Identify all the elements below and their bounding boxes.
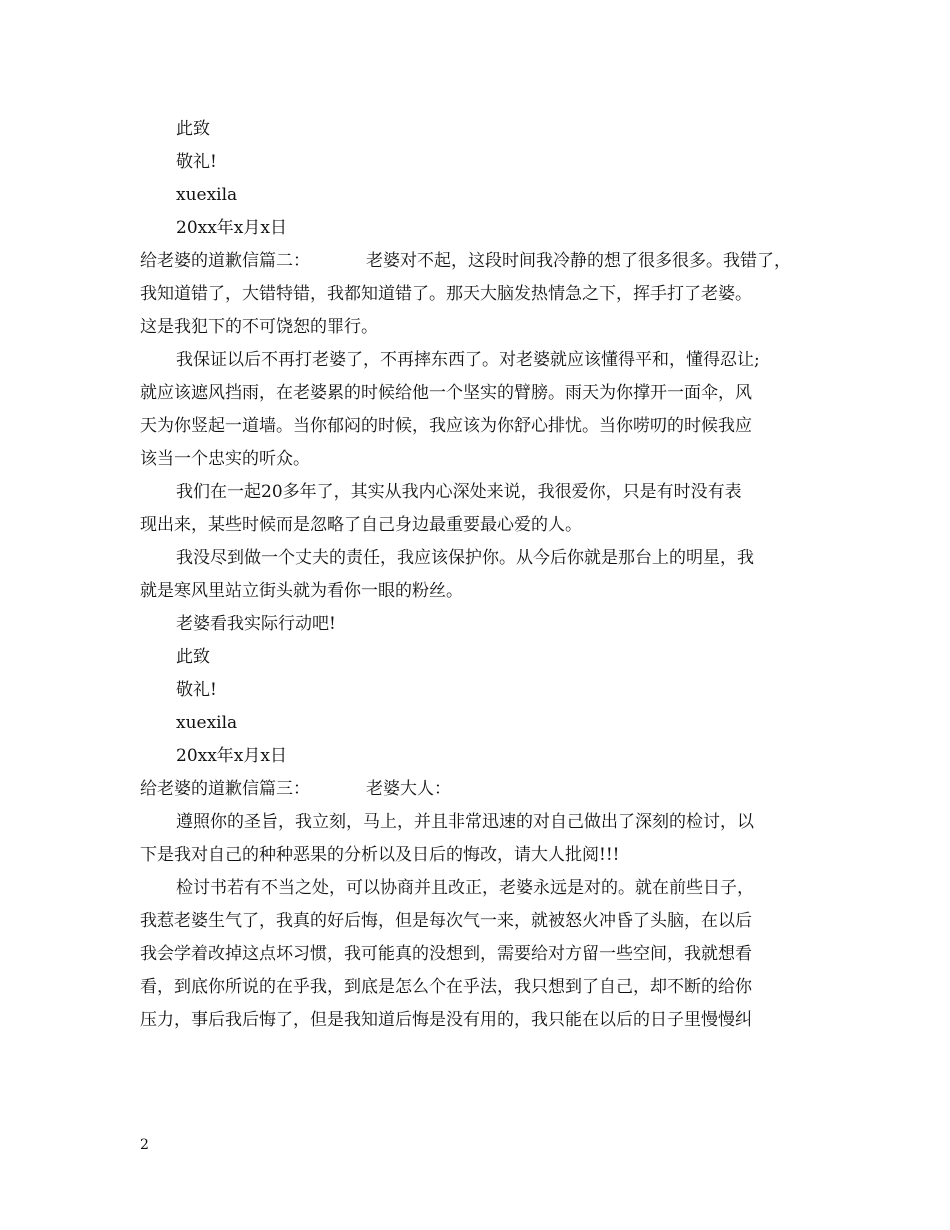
section-2-para-5: 老婆看我实际行动吧! — [176, 614, 336, 634]
section-2-signature: xuexila — [176, 713, 238, 733]
page-number: 2 — [140, 1137, 149, 1153]
closing-salute-1: 此致 — [176, 119, 210, 139]
closing-salute-2: 敬礼! — [176, 152, 217, 172]
section-2-para-4-line-2: 就是寒风里站立街头就为看你一眼的粉丝。 — [140, 581, 463, 601]
date-line: 20xx年x月x日 — [176, 218, 287, 238]
section-3-para-2-line-3: 我会学着改掉这点坏习惯，我可能真的没想到，需要给对方留一些空间，我就想看 — [140, 944, 752, 964]
section-3-para-2-line-2: 我惹老婆生气了，我真的好后悔，但是每次气一来，就被怒火冲昏了头脑，在以后 — [140, 911, 752, 931]
section-3-para-2-line-4: 看，到底你所说的在乎我，到底是怎么个在乎法，我只想到了自己，却不断的给你 — [140, 977, 752, 997]
section-3-para-2-line-5: 压力，事后我后悔了，但是我知道后悔是没有用的，我只能在以后的日子里慢慢纠 — [140, 1010, 752, 1030]
section-2-closing-salute-2: 敬礼! — [176, 680, 217, 700]
section-2-para-4-line-1: 我没尽到做一个丈夫的责任，我应该保护你。从今后你就是那台上的明星，我 — [176, 548, 754, 568]
document-body — [140, 113, 820, 1037]
section-3-para-1-line-2: 下是我对自己的种种恶果的分析以及日后的悔改，请大人批阅!!! — [140, 845, 620, 865]
section-2-closing-salute-1: 此致 — [176, 647, 210, 667]
signature: xuexila — [176, 185, 238, 205]
section-2-para-1-line-3: 这是我犯下的不可饶恕的罪行。 — [140, 317, 378, 337]
section-2-para-2-line-3: 天为你竖起一道墙。当你郁闷的时候，我应该为你舒心排忧。当你唠叨的时候我应 — [140, 416, 752, 436]
section-2-para-2-line-2: 就应该遮风挡雨，在老婆累的时候给他一个坚实的臂膀。雨天为你撑开一面伞，风 — [140, 383, 752, 403]
section-2-para-1-line-1: 老婆对不起，这段时间我冷静的想了很多很多。我错了， — [366, 251, 791, 271]
section-2-para-1-line-2: 我知道错了，大错特错，我都知道错了。那天大脑发热情急之下，挥手打了老婆。 — [140, 284, 752, 304]
section-3-title: 给老婆的道歉信篇三： — [140, 779, 310, 799]
section-2-para-2-line-4: 该当一个忠实的听众。 — [140, 449, 310, 469]
section-3-salutation: 老婆大人： — [366, 779, 451, 799]
section-2-para-3-line-2: 现出来，某些时候而是忽略了自己身边最重要最心爱的人。 — [140, 515, 582, 535]
section-2-title: 给老婆的道歉信篇二： — [140, 251, 310, 271]
section-2-para-3-line-1: 我们在一起20多年了，其实从我内心深处来说，我很爱你，只是有时没有表 — [176, 482, 742, 502]
section-3-heading-line — [140, 773, 820, 806]
section-2-para-2-line-1: 我保证以后不再打老婆了，不再摔东西了。对老婆就应该懂得平和，懂得忍让; — [176, 350, 760, 370]
section-3-para-1-line-1: 遵照你的圣旨，我立刻，马上，并且非常迅速的对自己做出了深刻的检讨，以 — [176, 812, 754, 832]
section-2-date-line: 20xx年x月x日 — [176, 746, 287, 766]
section-2-heading-line — [140, 245, 820, 278]
section-3-para-2-line-1: 检讨书若有不当之处，可以协商并且改正，老婆永远是对的。就在前些日子， — [176, 878, 754, 898]
